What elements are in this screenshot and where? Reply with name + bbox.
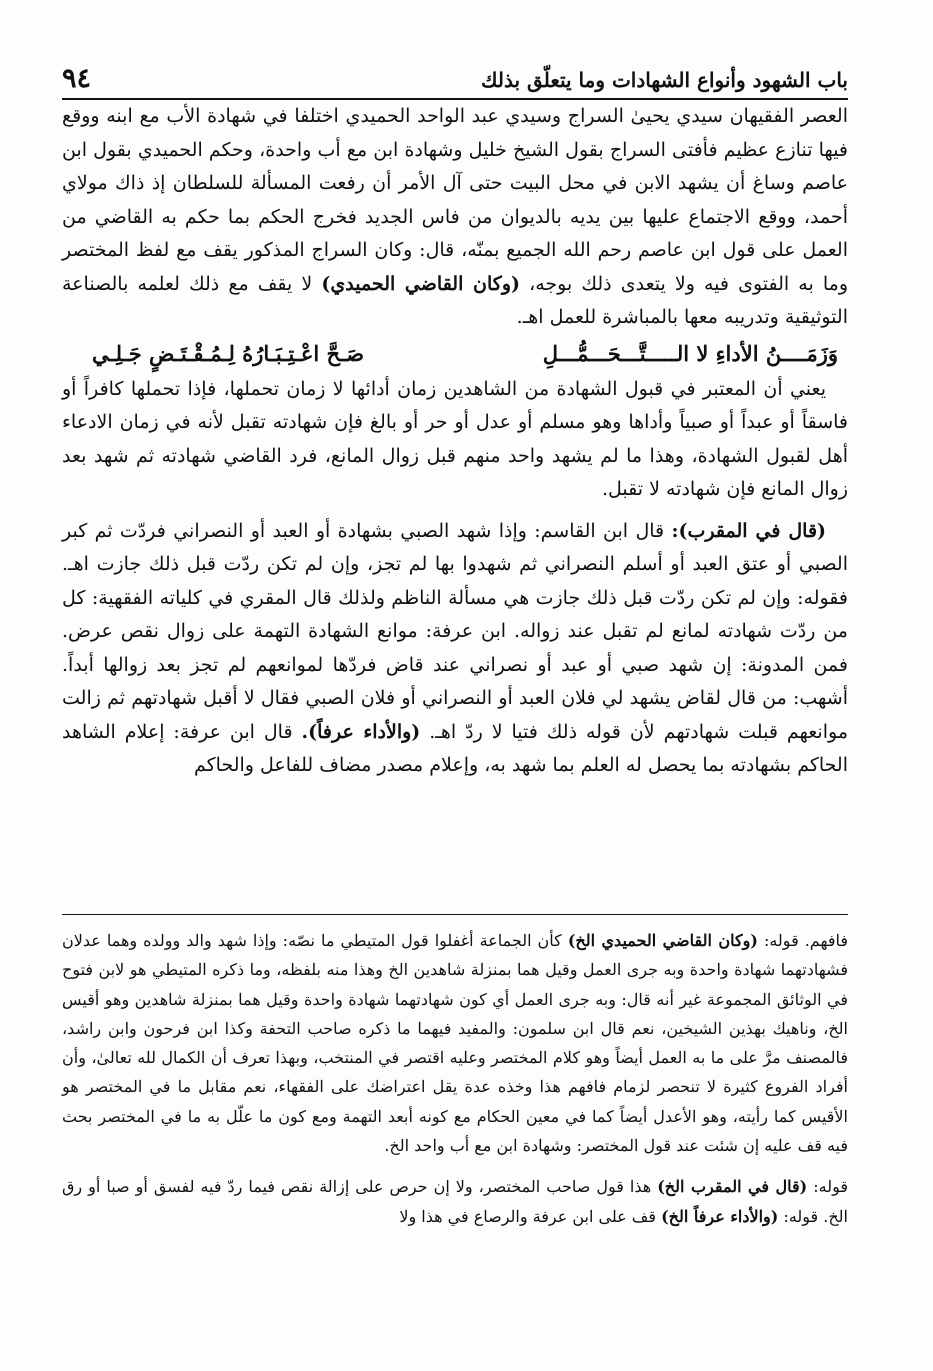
footnote-2-text: هذا قول صاحب المختصر، ولا إن حرص على إزالة نقص فيما ردّ فيه لفسق أو صبا أو رق الخ. قوله: bbox=[62, 1177, 848, 1226]
paragraph-2: يعني أن المعتبر في قبول الشهادة من الشاهدين زمان أدائها لا زمان تحملها، فإذا تحملها كافراً أو فاسقاً أو عبداً أو صبياً وأداها وهو مسلم أو عدل أو حر أو بالغ فإن شهادته تقبل لأنه في زمان الادعاء أهل لقبول الشهادة، وهذا ما لم يشهد واحد منهم قبل زوال المانع، فرد القاضي شهادته ثم شهد بعد زوال المانع فإن شهادته لا تقبل. bbox=[62, 377, 848, 500]
footnote-2-end: قف على ابن عرفة والرصاع في هذا ولا bbox=[399, 1206, 657, 1226]
paragraph-3-text: قال ابن القاسم: وإذا شهد الصبي بشهادة أو العبد أو النصراني فردّت ثم كبر الصبي أو عتق العبد أو أسلم النصراني ثم شهدوا بها لم تجز، وإن لم تكن ردّت قبل ذلك جازت اهـ. فقوله: وإن لم تكن ردّت قبل ذلك جازت هي مسألة الناظم ولذلك قال المقري في كلياته الفقهية: كل من ردّت شهادته لمانع لم تقبل عند زواله. ابن عرفة: موانع الشهادة التهمة على زوال نقص عرض. فمن المدونة: إن شهد صبي أو عبد أو نصراني عند قاض فردّها لموانعهم لم تجز بعد زوالها أبداً. أشهب: من قال لقاض يشهد لي فلان العبد أو النصراني أو فلان الصبي فقال لا أقبل شهادتهم ثم زالت موانعهم قبلت شهادتهم لأن قوله ذلك فتيا لا ردّ اهـ. bbox=[62, 519, 848, 743]
footnote-divider bbox=[62, 914, 848, 915]
footnotes bbox=[62, 926, 848, 1231]
page-header bbox=[62, 58, 848, 100]
main-text bbox=[62, 100, 848, 783]
paragraph-gap bbox=[62, 507, 848, 515]
verse-line bbox=[62, 335, 848, 373]
footnote-1-start: فافهم. قوله: bbox=[763, 931, 849, 950]
verse-second-hemistich: صَـحَّ اعْـتِـبَـارُهُ لِـمُـقْـتَـضٍ جَـلِـي bbox=[92, 340, 365, 366]
footnote-2-bold: (قال في المقرب الخ) bbox=[657, 1177, 808, 1197]
page-number: ٩٤ bbox=[62, 63, 92, 94]
paragraph-3 bbox=[62, 515, 848, 783]
paragraph-3-bold-2: (والأداء عرفاً). bbox=[301, 720, 421, 743]
footnote-2-start: قوله: bbox=[813, 1177, 849, 1197]
footnote-1-text: كأن الجماعة أغفلوا قول المتيطي ما نصّه: وإذا شهد والد وولده وهما عدلان فشهادتهما شهادة واحدة وبه جرى العمل وقيل هما بمنزلة شاهدين الخ وهذا منه بلفظه، وما ذكره المتيطي هو لابن فتوح في الوثائق المجموعة غير أنه قال: وبه جرى العمل أي كون شهادتهما شهادة واحدة وقيل هما بمنزلة شاهدين وهو أقيس الخ، وناهيك بهذين الشيخين، نعم قال ابن سلمون: والمفيد فيهما ما ذكره صاحب التحفة وكذا ابن فرحون وابن راشد، فالمصنف مرَّ على ما به العمل أيضاً وهو كلام المختصر وعليه اقتصر في المنتخب، وبهذا تعرف أن الكمال لله تعالىٰ، وأن أفراد الفروع كثيرة لا تنحصر لزمام فافهم هذا وخذه عدة يقل اعتراضك على الفقهاء، نعم مقابل ما في المختصر هو الأقيس كما رأيته، وهو الأعدل أيضاً كما في معين الحكام مع كونه أبعد التهمة ومع كون ما علّل به ما في المختصر بحث فيه قف عليه إن شئت عند قول المختصر: وشهادة ابن مع أب واحد الخ. bbox=[62, 931, 848, 1156]
paragraph-3-bold: (قال في المقرب): bbox=[671, 519, 827, 542]
verse-first-hemistich: وَزَمَــــنُ الأداءِ لا الـــــتَّـــحَـــمُّـــلِ bbox=[542, 340, 838, 366]
paragraph-1-end: لا يقف مع ذلك لعلمه بالصناعة التوثيقية وتدريبه معها بالمباشرة للعمل اهـ. bbox=[62, 272, 848, 328]
footnote-2 bbox=[62, 1172, 848, 1231]
footnote-1 bbox=[62, 926, 848, 1160]
footnote-1-bold: (وكان القاضي الحميدي الخ) bbox=[567, 931, 758, 950]
paragraph-3-end: قال ابن عرفة: إعلام الشاهد الحاكم بشهادته بما يحصل له العلم بما شهد به، وإعلام مصدر مضاف للفاعل والحاكم bbox=[62, 720, 848, 776]
paragraph-1 bbox=[62, 100, 848, 335]
footnote-2-bold-2: (والأداء عرفاً الخ) bbox=[661, 1206, 779, 1226]
book-page bbox=[62, 46, 848, 1346]
paragraph-1-text: العصر الفقيهان سيدي يحيىٰ السراج وسيدي عبد الواحد الحميدي اختلفا في شهادة الأب مع ابنه ووقع فيها تنازع عظيم فأفتى السراج بقول الشيخ خليل وشهادة ابن مع أب واحدة، وحكم الحميدي بقول ابن عاصم وساغ أن يشهد الابن في محل البيت حتى آل الأمر أن رفعت المسألة للسلطان إذ ذاك مولاي أحمد، ووقع الاجتماع عليها بين يديه بالديوان من فاس الجديد فخرج الحكم بما حكم به القاضي من العمل على قول ابن عاصم رحم الله الجميع بمنّه، قال: وكان السراج المذكور يقف مع لفظ المختصر وما به الفتوى فيه ولا يتعدى ذلك بوجه، bbox=[62, 105, 848, 295]
paragraph-1-bold: (وكان القاضي الحميدي) bbox=[321, 272, 520, 295]
chapter-title: باب الشهود وأنواع الشهادات وما يتعلّق بذلك bbox=[481, 68, 848, 92]
